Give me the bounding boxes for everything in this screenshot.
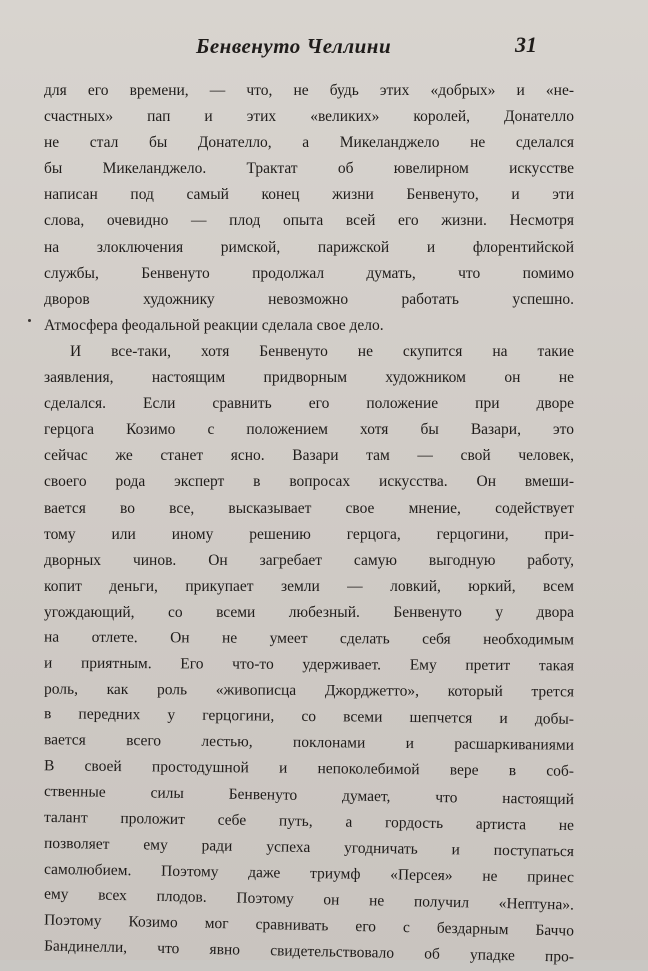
text-line: для его времени, — что, не будь этих «добрых» и «не- — [44, 82, 574, 99]
text-line: дворных чинов. Он загребает самую выгодную работу, — [44, 551, 574, 569]
text-line: герцога Козимо с положением хотя бы Вазари, это — [44, 421, 574, 439]
running-title: Бенвенуто Челлини — [196, 34, 392, 58]
text-line: сейчас же станет ясно. Вазари там — свой человек, — [44, 447, 574, 465]
text-line: сделался. Если сравнить его положение при дворе — [44, 395, 574, 413]
text-line: В своей простодушной и непоколебимой вере в соб- — [43, 757, 575, 781]
text-line: Бандинелли, что явно свидетельствовало об упадке про- — [43, 937, 575, 966]
text-line: бы Микеланджело. Трактат об ювелирном искусстве — [44, 160, 574, 178]
text-line: роль, как роль «живописца Джорджетто», который трется — [43, 680, 575, 701]
text-line: вается всего лестью, поклонами и расшаркиваниями — [43, 731, 575, 755]
text-line: ему всех плодов. Поэтому он не получил «Нептуна». — [43, 885, 575, 914]
page-number: 31 — [515, 32, 537, 57]
text-line: своего рода эксперт в вопросах искусства. Он вмеши- — [44, 473, 574, 491]
text-line: Атмосфера феодальной реакции сделала свое дело. — [44, 316, 384, 334]
text-line: на злоключения римской, парижской и флорентийской — [44, 238, 574, 256]
paragraph-mark — [28, 319, 31, 322]
text-line: дворов художнику невозможно работать успешно. — [44, 290, 574, 308]
text-line: в передних у герцогини, со всеми шепчется и добы- — [43, 705, 575, 729]
text-line: самолюбием. Поэтому даже триумф «Персея» не принес — [43, 860, 575, 886]
text-line: счастных» пап и этих «великих» королей, Донателло — [44, 108, 574, 126]
text-line: И все-таки, хотя Бенвенуто не скупится на такие — [70, 342, 574, 360]
text-line: талант проложит себе путь, а гордость артиста не — [43, 808, 575, 834]
text-line: на отлете. Он не умеет сделать себя необходимым — [43, 628, 575, 649]
text-line: ственные силы Бенвенуто думает, что настоящий — [43, 782, 575, 808]
text-line: службы, Бенвенуто продолжал думать, что помимо — [44, 264, 574, 282]
text-line: и приятным. Его что-то удерживает. Ему претит такая — [43, 654, 575, 675]
text-line: вается во все, высказывает свое мнение, содействует — [44, 499, 574, 517]
text-line: Поэтому Козимо мог сравнивать его с бездарным Баччо — [43, 911, 575, 940]
body-text — [44, 78, 574, 965]
text-line: угождающий, со всеми любезный. Бенвенуто у двора — [44, 603, 574, 621]
text-line: копит деньги, прикупает земли — ловкий, юркий, всем — [44, 577, 574, 595]
text-line: позволяет ему ради успеха угодничать и поступаться — [43, 834, 575, 860]
page-header — [0, 34, 648, 62]
text-line: не стал бы Донателло, а Микеланджело не сделался — [44, 134, 574, 152]
text-line: тому или иному решению герцога, герцогини, при- — [44, 525, 574, 543]
text-line: написан под самый конец жизни Бенвенуто, и эти — [44, 186, 574, 204]
text-line: слова, очевидно — плод опыта всей его жизни. Несмотря — [44, 212, 574, 230]
text-line: заявления, настоящим придворным художником он не — [44, 369, 574, 387]
